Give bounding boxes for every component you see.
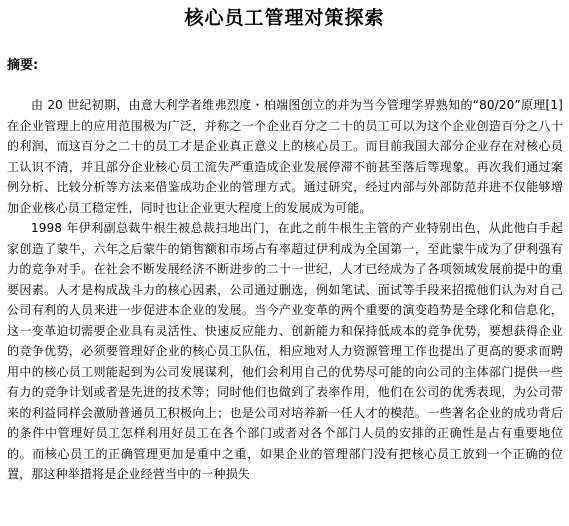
abstract-body xyxy=(7,95,563,485)
paragraph: 1998 年伊利副总裁牛根生被总裁扫地出门，在此之前牛根生主管的产业特别出色，从此他白手起家创造了蒙牛，六年之后蒙牛的销售额和市场占有率超过伊利成为全国第一，至此蒙牛成为了伊利强有力的竞争对手。在社会不断发展经济不断进步的二十一世纪，人才已经成为了各项领域发展前提中的重要因素。人才是构成战斗力的核心因素，公司通过删选，例如笔试、面试等手段来招揽他们认为对自己公司有利的人员来进一步促进本企业的发展。当今产业变革的两个重要的演变趋势是全球化和信息化，这一变革迫切需要企业具有灵活性、快速反应能力、创新能力和保持低成本的竞争优势，要想获得企业的竞争优势，必须要管理好企业的核心员工队伍，相应地对人力资源管理工作也提出了更高的要求而聘用中的核心员工则能起到为公司发展谋利，他们会利用自己的优势尽可能的向公司的主体部门提供一些有力的竞争计划或者是先进的技术等；同时他们也做到了表率作用，他们在公司的优秀表现，为公司带来的利益同样会激励普通员工积极向上；也是公司对培养新一任人才的模范。一些著名企业的成功背后的条件中管理好员工怎样利用好员工在各个部门或者对各个部门人员的安排的正确性是占有重要地位的。而核心员工的正确管理更加是重中之重，如果企业的管理部门没有把核心员工放到一个正确的位置，那这种举措将是企业经营当中的一种损失 xyxy=(7,221,563,481)
document-title: 核心员工管理对策探索 xyxy=(184,7,385,29)
paragraph: 由 20 世纪初期，由意大利学者维弗烈度・柏端图创立的并为当今管理学界熟知的“80/20”原理[1]在企业管理上的应用范围极为广泛，并称之一个企业百分之二十的员工可以为这个企业创造百分之八十的利润，而这百分之二十的员工才是企业真正意义上的核心员工。而目前我国大部分企业存在对核心员工认识不清，并且部分企业核心员工流失严重造成企业发展停滞不前甚至落后等现象。再次我们通过案例分析、比较分析等方法来借鉴成功企业的管理方式。通过研究，经过内部与外部防范并进不仅能够增加企业核心员工稳定性，同时也让企业更大程度上的发展成为可能。 xyxy=(7,98,563,215)
abstract-label: 摘要: xyxy=(7,58,39,73)
